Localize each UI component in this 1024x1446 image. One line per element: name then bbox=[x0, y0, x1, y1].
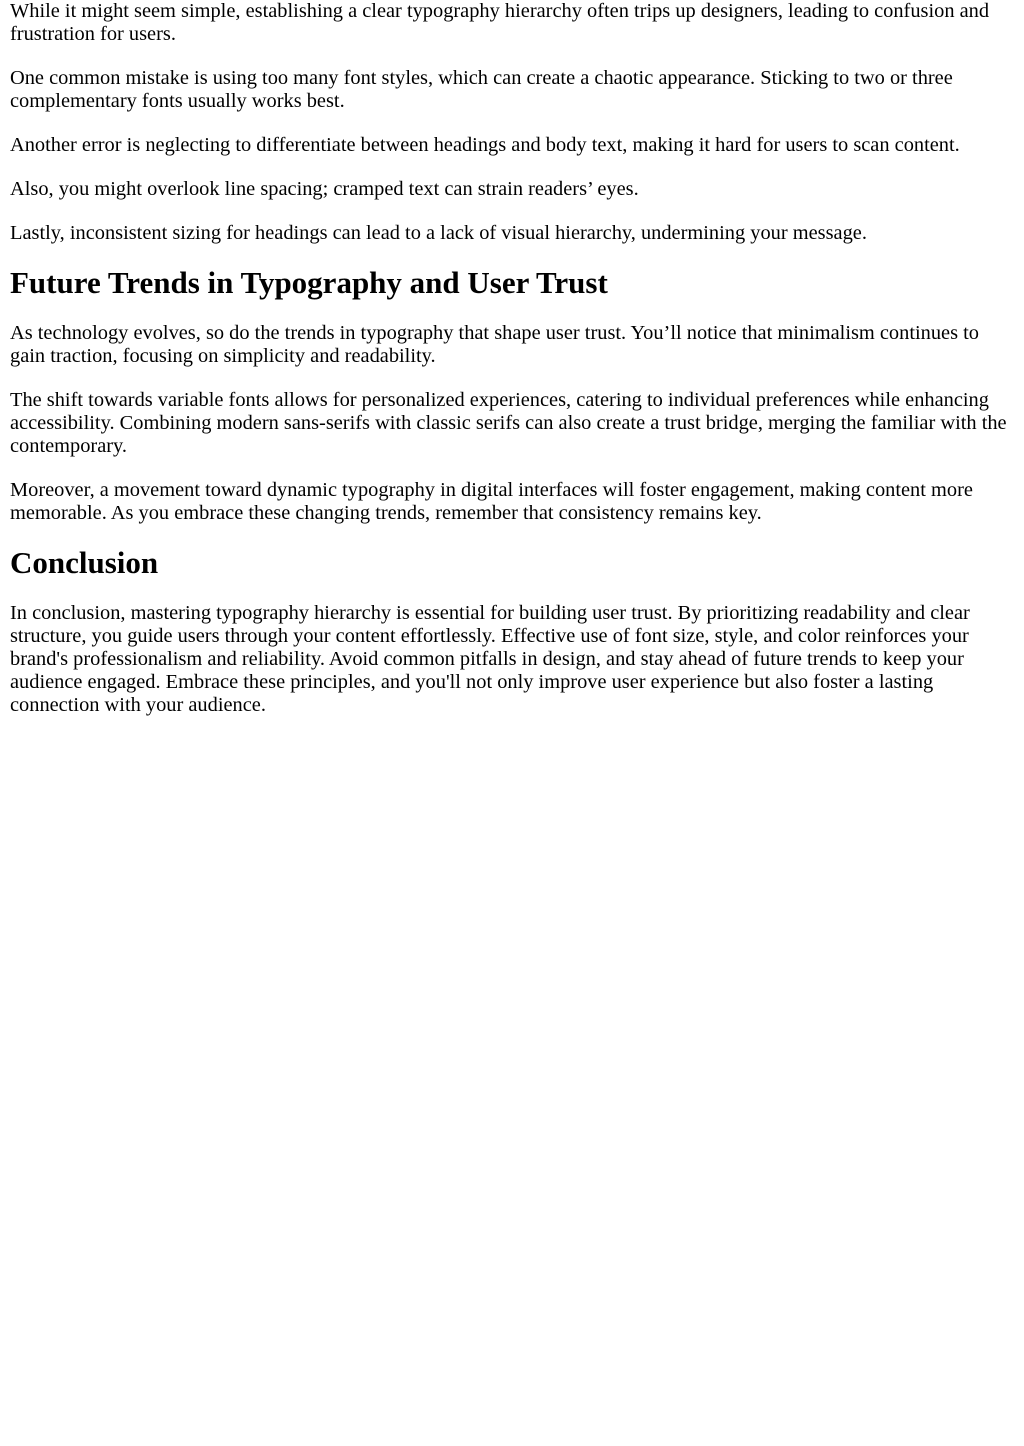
trends-paragraph: The shift towards variable fonts allows for personalized experiences, catering to individual preferences while enhancing accessibility. Combining modern sans-serifs with classic serifs can also create a trust bridge, merging the familiar with the contemporary. bbox=[10, 389, 1007, 457]
intro-paragraph: Also, you might overlook line spacing; cramped text can strain readers’ eyes. bbox=[10, 178, 639, 200]
intro-paragraph: One common mistake is using too many font styles, which can create a chaotic appearance. Sticking to two or three complementary fonts usually works best. bbox=[10, 67, 953, 112]
conclusion-paragraph: In conclusion, mastering typography hierarchy is essential for building user trust. By prioritizing readability and clear structure, you guide users through your content effortlessly. Effective use of font size, style, and color reinforces your brand's professionalism and reliability. Avoid common pitfalls in design, and stay ahead of future trends to keep your audience engaged. Embrace these principles, and you'll not only improve user experience but also foster a lasting connection with your audience. bbox=[10, 602, 970, 716]
conclusion-heading: Conclusion bbox=[10, 545, 159, 580]
trends-heading: Future Trends in Typography and User Trust bbox=[10, 265, 608, 300]
intro-paragraph: Lastly, inconsistent sizing for headings can lead to a lack of visual hierarchy, undermining your message. bbox=[10, 222, 867, 244]
intro-paragraph: While it might seem simple, establishing a clear typography hierarchy often trips up designers, leading to confusion and frustration for users. bbox=[10, 0, 990, 45]
article-body bbox=[0, 0, 1014, 717]
trends-paragraph: As technology evolves, so do the trends in typography that shape user trust. You’ll notice that minimalism continues to gain traction, focusing on simplicity and readability. bbox=[10, 322, 979, 367]
trends-paragraph: Moreover, a movement toward dynamic typography in digital interfaces will foster engagement, making content more memorable. As you embrace these changing trends, remember that consistency remains key. bbox=[10, 479, 973, 524]
intro-paragraph: Another error is neglecting to differentiate between headings and body text, making it hard for users to scan content. bbox=[10, 134, 960, 156]
